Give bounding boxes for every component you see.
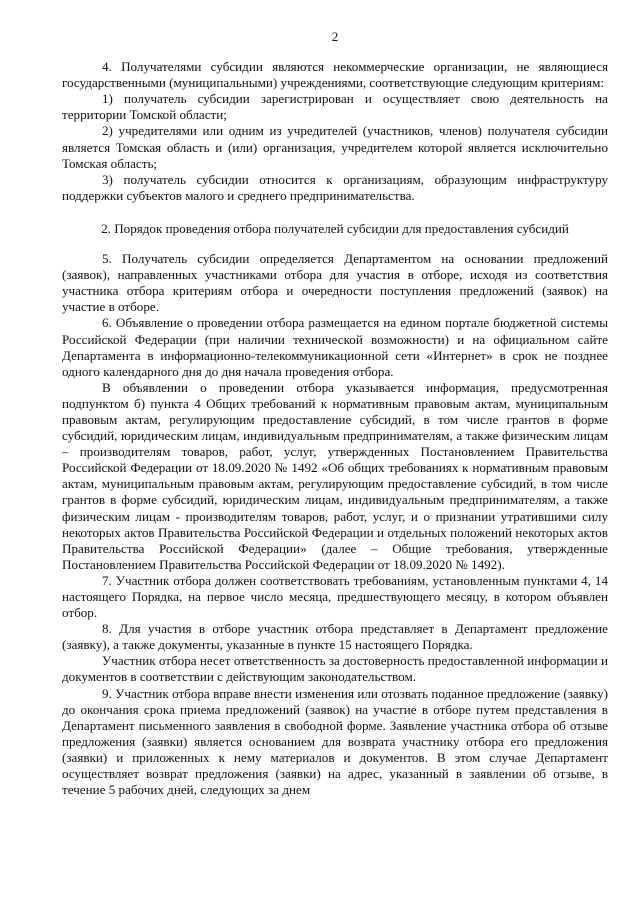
paragraph-4-2: 2) учредителями или одним из учредителей (участников, членов) получателя субсидии является Томская область и (или) организация, учредителем которой является исключительно Томская область;	[62, 123, 608, 171]
paragraph-4: 4. Получателями субсидии являются некоммерческие организации, не являющиеся государственными (муниципальными) учреждениями, соответствующие следующим критериям:	[62, 59, 608, 91]
page-number: 2	[331, 29, 339, 44]
section-criteria	[62, 59, 608, 204]
paragraph-6-announcement: В объявлении о проведении отбора указывается информация, предусмотренная подпунктом б) пункта 4 Общих требований к нормативным правовым актам, муниципальным правовым актам, регулирующим предоставление субсидий, в том числе грантов в форме субсидий, юридическим лицам, индивидуальным предпринимателям, а также физическим лицам – производителям товаров, работ, услуг, утвержденных Постановлением Правительства Российской Федерации от 18.09.2020 № 1492 «Об общих требованиях к нормативным правовым актам, муниципальным правовым актам, регулирующим предоставление субсидий, в том числе грантов в форме субсидий, юридическим лицам, индивидуальным предпринимателям, а также физическим лицам - производителям товаров, работ, услуг, и о признании утратившими силу некоторых актов Правительства Российской Федерации и отдельных положений некоторых актов Правительства Российской Федерации» (далее – Общие требования, утвержденные Постановлением Правительства Российской Федерации от 18.09.2020 № 1492).	[62, 379, 608, 572]
paragraph-8-responsibility: Участник отбора несет ответственность за достоверность предоставленной информации и документов в соответствии с действующим законодательством.	[62, 653, 608, 685]
paragraph-8: 8. Для участия в отборе участник отбора представляет в Департамент предложение (заявку), а также документы, указанные в пункте 15 настоящего Порядка.	[62, 621, 608, 653]
paragraph-6: 6. Объявление о проведении отбора размещается на едином портале бюджетной системы Российской Федерации (при наличии технической возможности) и на официальном сайте Департамента в информационно-телекоммуникационной сети «Интернет» в срок не позднее одного календарного дня до дня начала проведения отбора.	[62, 315, 608, 379]
section-selection-procedure	[62, 251, 608, 798]
paragraph-5: 5. Получатель субсидии определяется Департаментом на основании предложений (заявок), направленных участниками отбора для участия в отборе, исходя из соответствия участника отбора критериям отбора и очередности поступления предложений (заявок) на участие в отборе.	[62, 251, 608, 315]
paragraph-9: 9. Участник отбора вправе внести изменения или отозвать поданное предложение (заявку) до окончания срока приема предложений (заявок) на участие в отборе путем представления в Департамент письменного заявления в свободной форме. Заявление участника отбора об отзыве предложения (заявки) является основанием для возврата участнику отбора его предложения (заявки) и приложенных к нему материалов и документов. В этом случае Департамент осуществляет возврат предложения (заявки) на адрес, указанный в заявлении об отзыве, в течение 5 рабочих дней, следующих за днем	[62, 685, 608, 798]
section-heading: 2. Порядок проведения отбора получателей субсидии для предоставления субсидий	[101, 220, 569, 236]
paragraph-4-1: 1) получатель субсидии зарегистрирован и осуществляет свою деятельность на территории Томской области;	[62, 91, 608, 123]
paragraph-7: 7. Участник отбора должен соответствовать требованиям, установленным пунктами 4, 14 настоящего Порядка, на первое число месяца, предшествующего месяцу, в котором объявлен отбор.	[62, 572, 608, 621]
paragraph-4-3: 3) получатель субсидии относится к организациям, образующим инфраструктуру поддержки субъектов малого и среднего предпринимательства.	[62, 171, 608, 203]
